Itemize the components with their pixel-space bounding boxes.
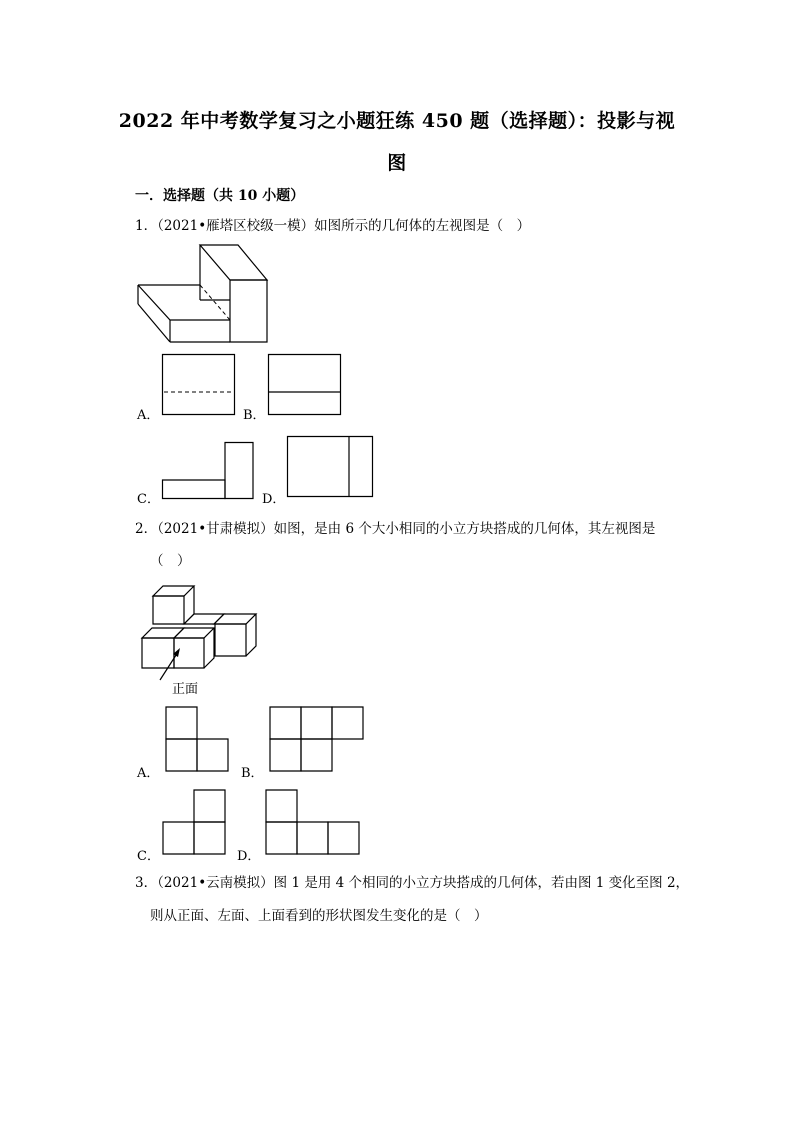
q1-option-c-label[interactable]: C． xyxy=(137,492,160,507)
q2-option-d-figure xyxy=(265,789,362,857)
page-title-line2: 图 xyxy=(387,152,407,174)
page-title-line1: 2022 年中考数学复习之小题狂练 450 题（选择题）：投影与视 xyxy=(118,110,676,132)
q2-option-b-label[interactable]: B． xyxy=(241,766,264,781)
question-2-text-line2: （ ） xyxy=(150,553,191,569)
question-3-text-line1: 3．（2021•云南模拟）图 1 是用 4 个相同的小立方块搭成的几何体，若由图 1 变化至图 2， xyxy=(135,875,690,891)
q1-option-c-figure xyxy=(162,442,257,500)
q2-option-a-figure xyxy=(165,706,231,774)
q1-option-d-figure xyxy=(287,436,375,498)
q2-option-d-label[interactable]: D． xyxy=(237,849,261,864)
q2-option-a-label[interactable]: A． xyxy=(137,766,160,781)
q1-option-a-figure xyxy=(162,354,236,416)
q2-option-c-label[interactable]: C． xyxy=(137,849,160,864)
q1-option-d-label[interactable]: D． xyxy=(262,492,286,507)
question-3-text-line2: 则从正面、左面、上面看到的形状图发生变化的是（ ） xyxy=(150,908,488,924)
q1-option-b-figure xyxy=(268,354,342,416)
q2-option-c-figure xyxy=(162,789,228,857)
front-view-label: 正面 xyxy=(172,682,199,697)
q1-option-b-label[interactable]: B． xyxy=(243,408,266,423)
section-heading: 一．选择题（共 10 小题） xyxy=(135,188,305,204)
question-1-text: 1．（2021•雁塔区校级一模）如图所示的几何体的左视图是（ ） xyxy=(135,218,531,234)
question-2-cubes-figure xyxy=(138,580,268,700)
question-2-text-line1: 2．（2021•甘肃模拟）如图，是由 6 个大小相同的小立方块搭成的几何体，其左视图是 xyxy=(135,521,656,537)
q1-option-a-label[interactable]: A． xyxy=(137,408,160,423)
question-1-solid-figure xyxy=(130,240,275,345)
q2-option-b-figure xyxy=(269,706,366,774)
